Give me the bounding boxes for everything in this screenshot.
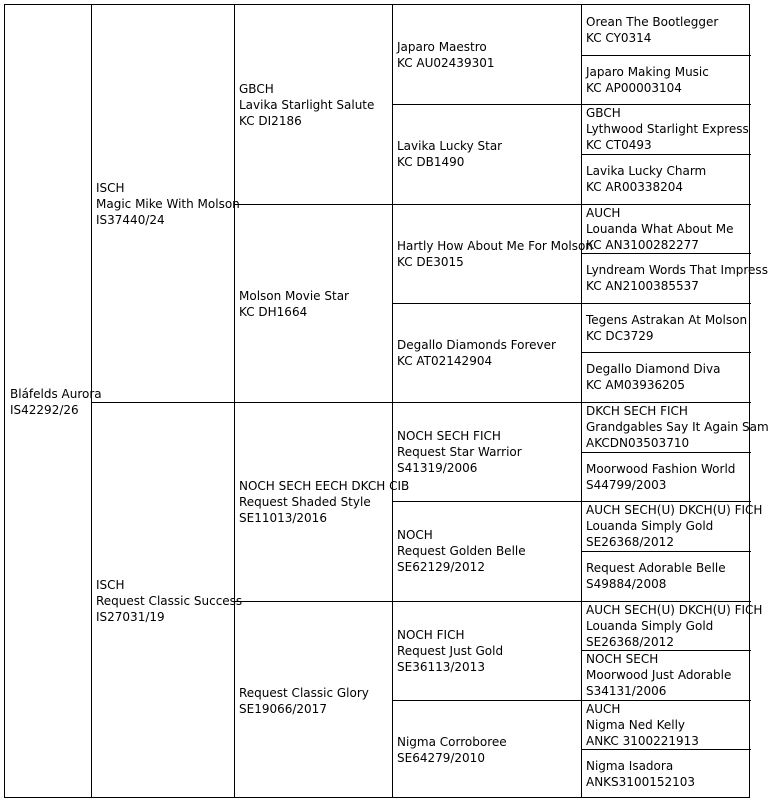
column-divider bbox=[234, 5, 235, 797]
great-grandparent-registration: KC DE3015 bbox=[397, 254, 464, 269]
parent-registration: IS37440/24 bbox=[96, 212, 165, 227]
grandparent-name: Request Shaded Style bbox=[239, 494, 371, 509]
great-great-grandparent-name: Louanda Simply Gold bbox=[586, 619, 714, 633]
great-great-grandparent-registration: ANKS3100152103 bbox=[586, 775, 696, 789]
great-grandparent-titles: NOCH SECH FICH bbox=[397, 428, 501, 443]
column-divider bbox=[581, 5, 582, 797]
great-great-grandparent-registration: KC AP00003104 bbox=[586, 81, 682, 95]
great-great-grandparent-registration: KC AM03936205 bbox=[586, 378, 686, 392]
great-great-grandparent-registration: ANKC 3100221913 bbox=[586, 734, 699, 748]
parent-titles: ISCH bbox=[96, 577, 125, 592]
great-grandparent-registration: KC AU02439301 bbox=[397, 55, 495, 70]
great-grandparent-name: Nigma Corroboree bbox=[397, 734, 507, 749]
great-grandparent-registration: S41319/2006 bbox=[397, 460, 478, 475]
great-grandparent-cell bbox=[397, 501, 580, 600]
great-great-grandparent-name: Lythwood Starlight Express bbox=[586, 122, 749, 136]
great-grandparent-name: Hartly How About Me For Molson bbox=[397, 238, 593, 253]
parent-titles: ISCH bbox=[96, 180, 125, 195]
great-great-grandparent-name: Lavika Lucky Charm bbox=[586, 164, 707, 178]
great-grandparent-name: Request Golden Belle bbox=[397, 543, 526, 558]
grandparent-name: Molson Movie Star bbox=[239, 288, 349, 303]
great-great-grandparent-name: Tegens Astrakan At Molson bbox=[586, 313, 748, 327]
great-great-grandparent-registration: S49884/2008 bbox=[586, 577, 667, 591]
great-grandparent-name: Degallo Diamonds Forever bbox=[397, 337, 556, 352]
great-great-grandparent-cell bbox=[586, 650, 750, 700]
great-grandparent-registration: KC DB1490 bbox=[397, 154, 465, 169]
great-great-grandparent-cell bbox=[586, 452, 750, 502]
parent-name: Request Classic Success bbox=[96, 593, 243, 608]
great-grandparent-name: Lavika Lucky Star bbox=[397, 138, 503, 153]
parent-name: Magic Mike With Molson bbox=[96, 196, 240, 211]
great-grandparent-name: Request Just Gold bbox=[397, 643, 504, 658]
great-grandparent-cell bbox=[397, 5, 580, 104]
parent-cell bbox=[96, 5, 240, 402]
great-great-grandparent-name: Orean The Bootlegger bbox=[586, 15, 719, 29]
great-great-grandparent-name: Louanda What About Me bbox=[586, 222, 734, 236]
great-great-grandparent-titles: NOCH SECH bbox=[586, 652, 659, 666]
great-great-grandparent-titles: DKCH SECH FICH bbox=[586, 404, 688, 418]
grandparent-registration: KC DI2186 bbox=[239, 113, 302, 128]
column-divider bbox=[392, 5, 393, 797]
great-great-grandparent-registration: KC AN2100385537 bbox=[586, 279, 699, 293]
pedigree-table bbox=[4, 4, 769, 798]
great-great-grandparent-titles: AUCH bbox=[586, 206, 621, 220]
great-grandparent-cell bbox=[397, 402, 580, 501]
great-great-grandparent-name: Nigma Ned Kelly bbox=[586, 718, 685, 732]
dog-registration: IS42292/26 bbox=[10, 403, 79, 417]
great-great-grandparent-cell bbox=[586, 501, 763, 551]
great-grandparent-cell bbox=[397, 700, 580, 799]
parent-registration: IS27031/19 bbox=[96, 609, 165, 624]
grandparent-registration: SE11013/2016 bbox=[239, 510, 327, 525]
great-great-grandparent-cell bbox=[586, 204, 750, 254]
column-divider bbox=[91, 5, 92, 797]
dog-cell bbox=[10, 5, 102, 799]
great-great-grandparent-registration: SE26368/2012 bbox=[586, 635, 674, 649]
great-great-grandparent-cell bbox=[586, 55, 750, 105]
great-great-grandparent-titles: GBCH bbox=[586, 106, 621, 120]
great-grandparent-titles: NOCH bbox=[397, 527, 433, 542]
great-great-grandparent-registration: S44799/2003 bbox=[586, 478, 667, 492]
great-great-grandparent-registration: SE26368/2012 bbox=[586, 535, 674, 549]
great-grandparent-registration: SE62129/2012 bbox=[397, 559, 485, 574]
great-grandparent-registration: SE64279/2010 bbox=[397, 750, 485, 765]
grandparent-cell bbox=[239, 204, 391, 403]
great-great-grandparent-cell bbox=[586, 551, 750, 601]
great-great-grandparent-cell bbox=[586, 601, 763, 651]
grandparent-titles: NOCH SECH EECH DKCH CIB bbox=[239, 478, 410, 493]
parent-cell bbox=[96, 402, 243, 799]
great-great-grandparent-cell bbox=[586, 5, 750, 55]
great-grandparent-registration: KC AT02142904 bbox=[397, 353, 493, 368]
great-great-grandparent-registration: AKCDN03503710 bbox=[586, 436, 690, 450]
great-great-grandparent-registration: KC DC3729 bbox=[586, 329, 654, 343]
great-great-grandparent-cell bbox=[586, 402, 769, 452]
great-great-grandparent-registration: S34131/2006 bbox=[586, 684, 667, 698]
great-grandparent-name: Request Star Warrior bbox=[397, 444, 522, 459]
great-great-grandparent-titles: AUCH SECH(U) DKCH(U) FICH bbox=[586, 503, 763, 517]
great-great-grandparent-registration: KC AN3100282277 bbox=[586, 238, 699, 252]
great-great-grandparent-name: Japaro Making Music bbox=[586, 65, 709, 79]
great-great-grandparent-cell bbox=[586, 352, 750, 402]
great-great-grandparent-registration: KC CY0314 bbox=[586, 31, 652, 45]
great-great-grandparent-name: Louanda Simply Gold bbox=[586, 519, 714, 533]
grandparent-cell bbox=[239, 601, 391, 800]
great-great-grandparent-name: Moorwood Just Adorable bbox=[586, 668, 732, 682]
grandparent-cell bbox=[239, 402, 410, 601]
great-great-grandparent-cell bbox=[586, 253, 768, 303]
great-great-grandparent-titles: AUCH SECH(U) DKCH(U) FICH bbox=[586, 603, 763, 617]
great-grandparent-cell bbox=[397, 601, 580, 700]
grandparent-cell bbox=[239, 5, 391, 204]
great-great-grandparent-name: Lyndream Words That Impress bbox=[586, 263, 768, 277]
great-great-grandparent-cell bbox=[586, 154, 750, 204]
great-great-grandparent-cell bbox=[586, 104, 750, 154]
great-great-grandparent-titles: AUCH bbox=[586, 702, 621, 716]
great-grandparent-registration: SE36113/2013 bbox=[397, 659, 485, 674]
grandparent-titles: GBCH bbox=[239, 81, 274, 96]
dog-name: Bláfelds Aurora bbox=[10, 387, 102, 401]
grandparent-name: Lavika Starlight Salute bbox=[239, 97, 375, 112]
great-grandparent-titles: NOCH FICH bbox=[397, 627, 465, 642]
great-grandparent-cell bbox=[397, 303, 580, 402]
great-great-grandparent-cell bbox=[586, 749, 750, 799]
grandparent-name: Request Classic Glory bbox=[239, 685, 369, 700]
great-great-grandparent-cell bbox=[586, 303, 750, 353]
great-great-grandparent-name: Grandgables Say It Again Sam bbox=[586, 420, 769, 434]
great-great-grandparent-name: Moorwood Fashion World bbox=[586, 462, 736, 476]
great-great-grandparent-cell bbox=[586, 700, 750, 750]
great-great-grandparent-name: Request Adorable Belle bbox=[586, 561, 726, 575]
great-great-grandparent-registration: KC CT0493 bbox=[586, 138, 652, 152]
great-great-grandparent-registration: KC AR00338204 bbox=[586, 180, 684, 194]
grandparent-registration: SE19066/2017 bbox=[239, 701, 327, 716]
great-great-grandparent-name: Nigma Isadora bbox=[586, 759, 674, 773]
grandparent-registration: KC DH1664 bbox=[239, 304, 308, 319]
great-grandparent-cell bbox=[397, 104, 580, 203]
great-grandparent-cell bbox=[397, 204, 593, 303]
great-great-grandparent-name: Degallo Diamond Diva bbox=[586, 362, 721, 376]
great-grandparent-name: Japaro Maestro bbox=[397, 39, 487, 54]
